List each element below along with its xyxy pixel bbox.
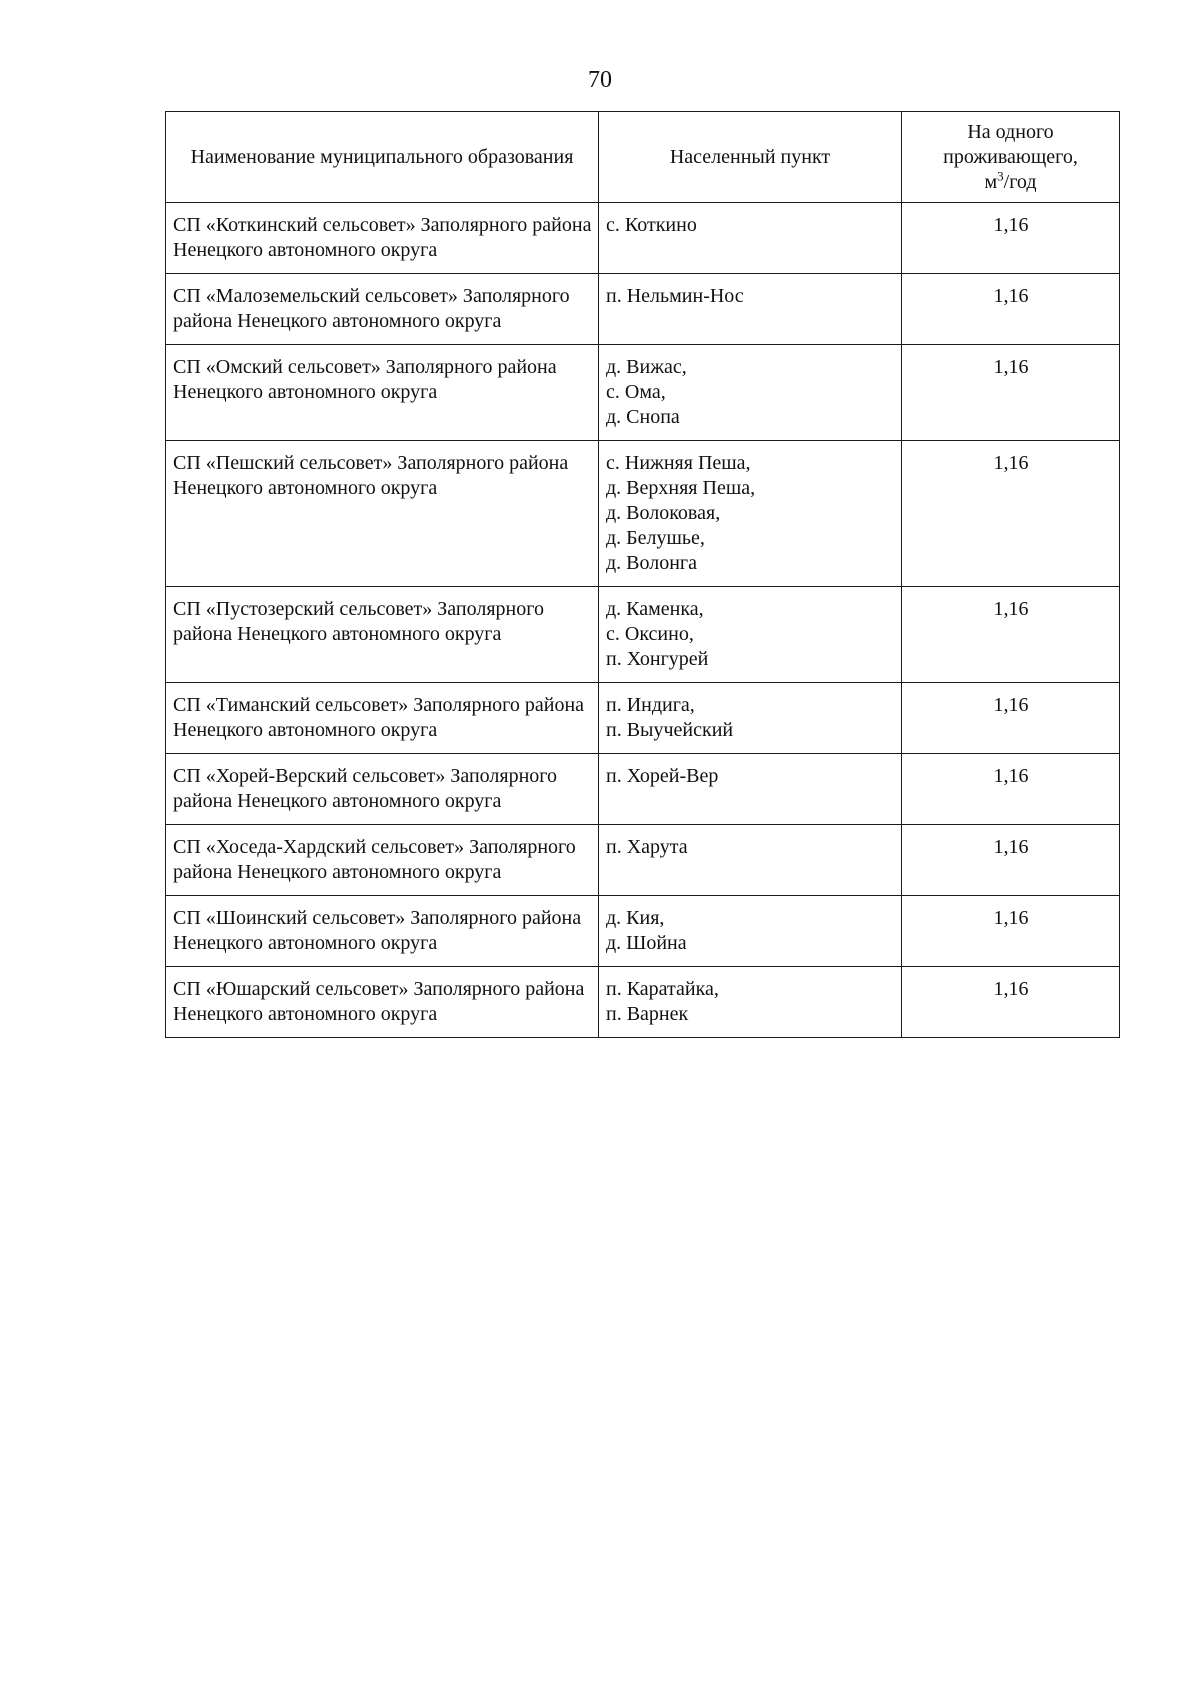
table-row: [166, 683, 1120, 754]
settlement-name: д. Шойна: [606, 932, 687, 954]
cell-settlements: [599, 441, 902, 587]
settlement-name: п. Индига,: [606, 694, 695, 716]
cell-municipality: СП «Хорей-Верский сельсовет» Заполярного района Ненецкого автономного округа: [166, 754, 599, 825]
cell-norm-value: 1,16: [902, 825, 1120, 896]
settlement-name: п. Варнек: [606, 1003, 689, 1025]
header-municipality: [166, 112, 599, 203]
page-number: 70: [588, 67, 612, 93]
table-row: [166, 825, 1120, 896]
header-settlement-text: Населенный пункт: [669, 145, 831, 168]
cell-norm-value: 1,16: [902, 203, 1120, 274]
settlement-name: п. Харута: [606, 836, 688, 858]
cell-settlements: [599, 203, 902, 274]
table-row: [166, 967, 1120, 1038]
settlement-name: с. Коткино: [606, 214, 697, 236]
table-header: [166, 112, 1120, 203]
header-norm-unit-m: м: [984, 170, 998, 193]
settlement-name: п. Хонгурей: [606, 648, 709, 670]
settlement-name: п. Каратайка,: [606, 978, 719, 1000]
cell-municipality: СП «Юшарский сельсовет» Заполярного района Ненецкого автономного округа: [166, 967, 599, 1038]
table-row: [166, 587, 1120, 683]
cell-norm-value: 1,16: [902, 587, 1120, 683]
table-row: [166, 203, 1120, 274]
cell-municipality: СП «Малоземельский сельсовет» Заполярного района Ненецкого автономного округа: [166, 274, 599, 345]
cell-norm-value: 1,16: [902, 967, 1120, 1038]
cell-municipality: СП «Тиманский сельсовет» Заполярного района Ненецкого автономного округа: [166, 683, 599, 754]
table-row: [166, 754, 1120, 825]
settlement-name: д. Белушье,: [606, 527, 705, 549]
cell-settlements: [599, 683, 902, 754]
settlement-name: д. Верхняя Пеша,: [606, 477, 756, 499]
cell-municipality: СП «Хоседа-Хардский сельсовет» Заполярного района Ненецкого автономного округа: [166, 825, 599, 896]
cell-municipality: СП «Омский сельсовет» Заполярного района Ненецкого автономного округа: [166, 345, 599, 441]
cell-settlements: [599, 967, 902, 1038]
cell-norm-value: 1,16: [902, 345, 1120, 441]
cell-municipality: СП «Пешский сельсовет» Заполярного района Ненецкого автономного округа: [166, 441, 599, 587]
header-norm-unit-exp: 3: [997, 167, 1004, 183]
cell-municipality: СП «Пустозерский сельсовет» Заполярного района Ненецкого автономного округа: [166, 587, 599, 683]
cell-settlements: [599, 825, 902, 896]
cell-norm-value: 1,16: [902, 274, 1120, 345]
header-norm-unit: [984, 167, 1037, 193]
settlement-name: д. Каменка,: [606, 598, 704, 620]
settlement-name: д. Волоковая,: [606, 502, 721, 524]
cell-municipality: СП «Шоинский сельсовет» Заполярного района Ненецкого автономного округа: [166, 896, 599, 967]
consumption-norms-table: [165, 111, 1120, 1038]
settlement-name: д. Волонга: [606, 552, 698, 574]
table-row: [166, 441, 1120, 587]
header-norm-prefix: На одного проживающего,: [943, 120, 1078, 168]
cell-settlements: [599, 345, 902, 441]
header-municipality-text: Наименование муниципального образования: [190, 145, 574, 168]
settlement-name: п. Выучейский: [606, 719, 734, 741]
settlement-name: п. Хорей-Вер: [606, 765, 719, 787]
table-row: [166, 274, 1120, 345]
cell-norm-value: 1,16: [902, 896, 1120, 967]
cell-settlements: [599, 896, 902, 967]
header-settlement: [599, 112, 902, 203]
cell-norm-value: 1,16: [902, 754, 1120, 825]
table-row: [166, 896, 1120, 967]
table-row: [166, 345, 1120, 441]
settlement-name: с. Ома,: [606, 381, 666, 403]
settlement-name: с. Оксино,: [606, 623, 694, 645]
header-norm-unit-rest: /год: [1003, 170, 1037, 193]
settlement-name: д. Кия,: [606, 907, 665, 929]
settlement-name: д. Снопа: [606, 406, 680, 428]
cell-norm-value: 1,16: [902, 683, 1120, 754]
header-row: [166, 112, 1120, 203]
settlement-name: д. Вижас,: [606, 356, 687, 378]
cell-settlements: [599, 587, 902, 683]
table-body: [166, 203, 1120, 1038]
settlement-name: с. Нижняя Пеша,: [606, 452, 751, 474]
cell-settlements: [599, 754, 902, 825]
settlement-name: п. Нельмин-Нос: [606, 285, 744, 307]
cell-municipality: СП «Коткинский сельсовет» Заполярного района Ненецкого автономного округа: [166, 203, 599, 274]
cell-norm-value: 1,16: [902, 441, 1120, 587]
cell-settlements: [599, 274, 902, 345]
header-norm: [902, 112, 1120, 203]
